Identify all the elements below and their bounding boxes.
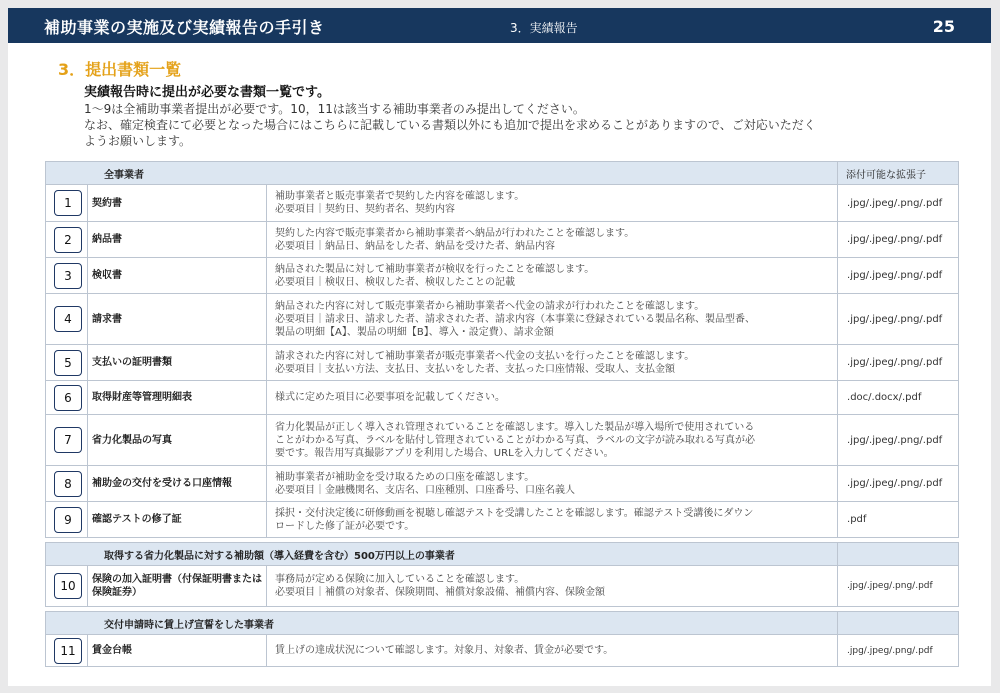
description-line: 様式に定めた項目に必要事項を記載してください。 xyxy=(275,392,505,403)
intro-line: ようお願いします。 xyxy=(84,134,192,148)
number-cell xyxy=(46,466,88,502)
description-line: ことがわかる写真、ラベルを貼付し管理されていることがわかる写真、ラベルの文字が読み取れる写真が必 xyxy=(275,434,755,446)
description-line: 賃上げの達成状況について確認します。対象月、対象者、賃金が必要です。 xyxy=(275,645,614,656)
group-header-row xyxy=(46,543,959,566)
document-description xyxy=(267,566,838,607)
item-number-badge: 4 xyxy=(54,306,82,332)
allowed-extensions: .doc/.docx/.pdf xyxy=(838,381,959,415)
documents-table xyxy=(45,161,959,667)
document-name: 支払いの証明書類 xyxy=(88,345,267,381)
document-name: 取得財産等管理明細表 xyxy=(88,381,267,415)
document-name: 請求書 xyxy=(88,294,267,345)
document-description xyxy=(267,415,838,466)
table-row xyxy=(46,258,959,294)
table-row xyxy=(46,415,959,466)
page xyxy=(8,8,991,686)
description-line: 必要項目｜契約日、契約者名、契約内容 xyxy=(275,204,455,215)
extension-header xyxy=(838,543,959,566)
table-row xyxy=(46,222,959,258)
page-number: 25 xyxy=(932,17,955,36)
description-line: 納品された内容に対して販売事業者から補助事業者へ代金の請求が行われたことを確認します。 xyxy=(275,300,705,312)
item-number-badge: 11 xyxy=(54,638,82,664)
document-description xyxy=(267,635,838,667)
table-row xyxy=(46,294,959,345)
description-line: ロードした修了証が必要です。 xyxy=(275,520,415,532)
document-description xyxy=(267,185,838,222)
number-cell xyxy=(46,185,88,222)
item-number-badge: 9 xyxy=(54,507,82,533)
description-line: 契約した内容で販売事業者から補助事業者へ納品が行われたことを確認します。 xyxy=(275,227,635,239)
allowed-extensions: .jpg/.jpeg/.png/.pdf xyxy=(838,222,959,258)
item-number-badge: 7 xyxy=(54,427,82,453)
extension-header xyxy=(838,612,959,635)
document-description xyxy=(267,466,838,502)
description-line: 必要項目｜支払い方法、支払日、支払いをした者、支払った口座情報、受取人、支払金額 xyxy=(275,363,675,375)
section-label: 3．実績報告 xyxy=(510,21,578,35)
allowed-extensions: .pdf xyxy=(838,502,959,538)
document-description xyxy=(267,381,838,415)
document-description xyxy=(267,294,838,345)
document-name: 補助金の交付を受ける口座情報 xyxy=(88,466,267,502)
intro-line: 1～9は全補助事業者提出が必要です。10，11は該当する補助事業者のみ提出してください。 xyxy=(84,102,585,116)
intro-line: なお、確定検査にて必要となった場合にはこちらに記載している書類以外にも追加で提出を求めることがありますので、ご対応いただく xyxy=(84,118,816,132)
description-line: 省力化製品が正しく導入され管理されていることを確認します。導入した製品が導入場所で使用されている xyxy=(275,421,755,433)
table-row xyxy=(46,185,959,222)
number-cell xyxy=(46,566,88,607)
document-name: 納品書 xyxy=(88,222,267,258)
description-line: 事務局が定める保険に加入していることを確認します。 xyxy=(275,574,525,585)
document-name: 保険の加入証明書（付保証明書または保険証券） xyxy=(88,566,267,607)
table-row xyxy=(46,381,959,415)
allowed-extensions: .jpg/.jpeg/.png/.pdf xyxy=(838,294,959,345)
description-line: 納品された製品に対して補助事業者が検収を行ったことを確認します。 xyxy=(275,263,595,275)
allowed-extensions: .jpg/.jpeg/.png/.pdf xyxy=(838,415,959,466)
item-number-badge: 8 xyxy=(54,471,82,497)
item-number-badge: 6 xyxy=(54,385,82,411)
description-line: 必要項目｜金融機関名、支店名、口座種別、口座番号、口座名義人 xyxy=(275,484,575,496)
document-description xyxy=(267,258,838,294)
allowed-extensions: .jpg/.jpeg/.png/.pdf xyxy=(838,466,959,502)
intro-heading: 実績報告時に提出が必要な書類一覧です。 xyxy=(84,85,330,100)
document-name: 確認テストの修了証 xyxy=(88,502,267,538)
item-number-badge: 1 xyxy=(54,190,82,216)
table-row xyxy=(46,566,959,607)
number-cell xyxy=(46,381,88,415)
document-title: 補助事業の実施及び実績報告の手引き xyxy=(44,18,325,37)
group-label: 交付申請時に賃上げ宣誓をした事業者 xyxy=(46,612,838,635)
number-cell xyxy=(46,502,88,538)
document-description xyxy=(267,222,838,258)
item-number-badge: 2 xyxy=(54,227,82,253)
description-line: 製品の明細【A】、製品の明細【B】、導入・設定費）、請求金額 xyxy=(275,326,554,338)
description-line: 補助事業者が補助金を受け取るための口座を確認します。 xyxy=(275,471,535,483)
description-line: 要です。報告用写真撮影アプリを利用した場合、URLを入力してください。 xyxy=(275,447,614,459)
allowed-extensions: .jpg/.jpeg/.png/.pdf xyxy=(838,566,959,607)
description-line: 必要項目｜検収日、検収した者、検収したことの記載 xyxy=(275,276,515,288)
description-line: 採択・交付決定後に研修動画を視聴し確認テストを受講したことを確認します。確認テスト受講後にダウン xyxy=(275,507,754,519)
table-row xyxy=(46,502,959,538)
intro-text xyxy=(84,85,954,149)
number-cell xyxy=(46,222,88,258)
extension-header: 添付可能な拡張子 xyxy=(838,162,959,185)
group-label: 取得する省力化製品に対する補助額（導入経費を含む）500万円以上の事業者 xyxy=(46,543,838,566)
group-header-row xyxy=(46,162,959,185)
document-description xyxy=(267,502,838,538)
item-number-badge: 3 xyxy=(54,263,82,289)
description-line: 必要項目｜補償の対象者、保険期間、補償対象設備、補償内容、保険金額 xyxy=(275,587,605,598)
document-description xyxy=(267,345,838,381)
item-number-badge: 10 xyxy=(54,573,82,599)
item-number-badge: 5 xyxy=(54,350,82,376)
group-label: 全事業者 xyxy=(46,162,838,185)
section-title: 3．提出書類一覧 xyxy=(58,60,182,79)
number-cell xyxy=(46,345,88,381)
group-header-row xyxy=(46,612,959,635)
table-row xyxy=(46,345,959,381)
document-name: 検収書 xyxy=(88,258,267,294)
description-line: 補助事業者と販売事業者で契約した内容を確認します。 xyxy=(275,191,525,202)
document-name: 契約書 xyxy=(88,185,267,222)
description-line: 請求された内容に対して補助事業者が販売事業者へ代金の支払いを行ったことを確認します。 xyxy=(275,350,695,362)
header-bar xyxy=(8,8,991,43)
description-line: 必要項目｜納品日、納品をした者、納品を受けた者、納品内容 xyxy=(275,240,555,252)
number-cell xyxy=(46,635,88,667)
allowed-extensions: .jpg/.jpeg/.png/.pdf xyxy=(838,185,959,222)
document-name: 賃金台帳 xyxy=(88,635,267,667)
description-line: 必要項目｜請求日、請求した者、請求された者、請求内容（本事業に登録されている製品名称、製品型番、 xyxy=(275,313,755,325)
number-cell xyxy=(46,294,88,345)
table-row xyxy=(46,466,959,502)
allowed-extensions: .jpg/.jpeg/.png/.pdf xyxy=(838,635,959,667)
table-row xyxy=(46,635,959,667)
allowed-extensions: .jpg/.jpeg/.png/.pdf xyxy=(838,258,959,294)
number-cell xyxy=(46,415,88,466)
number-cell xyxy=(46,258,88,294)
document-name: 省力化製品の写真 xyxy=(88,415,267,466)
allowed-extensions: .jpg/.jpeg/.png/.pdf xyxy=(838,345,959,381)
